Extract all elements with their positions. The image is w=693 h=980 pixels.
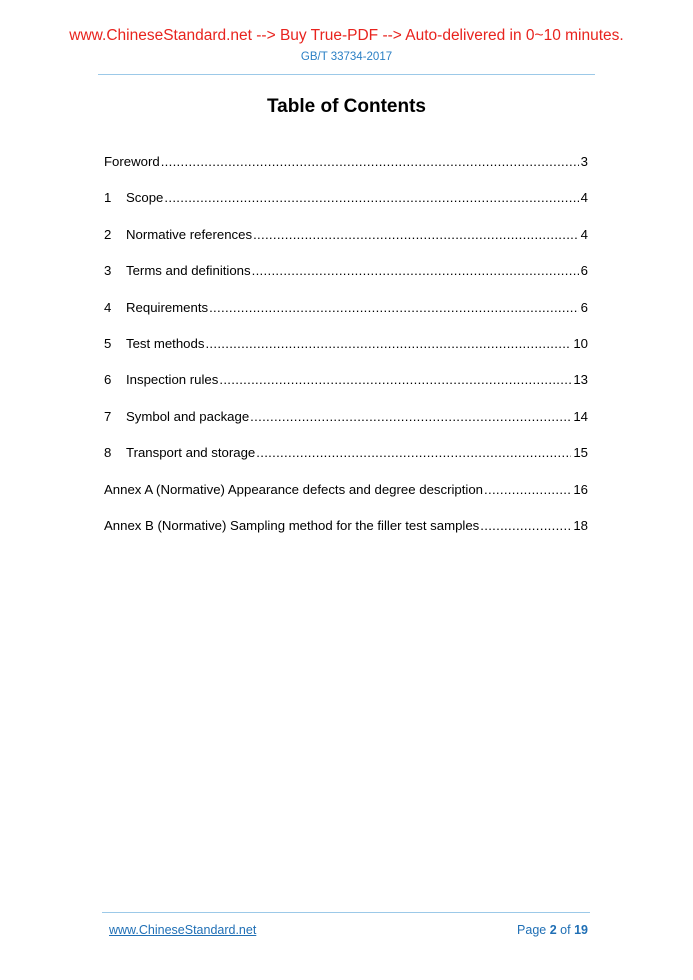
dot-leader [484, 480, 571, 500]
toc-entry-title: Test methods [126, 335, 205, 351]
toc-entry-terms-and-definitions[interactable] [104, 261, 588, 297]
toc-entry-normative-references[interactable] [104, 225, 588, 261]
toc-entry-transport-and-storage[interactable] [104, 443, 588, 479]
page-label: Page [517, 923, 547, 937]
toc-entry-page: 13 [573, 372, 588, 388]
toc-entry-symbol-and-package[interactable] [104, 407, 588, 443]
header-divider [98, 74, 595, 75]
toc-entry-number: 6 [104, 372, 112, 388]
toc-entry-requirements[interactable] [104, 298, 588, 334]
toc-entry-title: Annex A (Normative) Appearance defects and degree description [104, 481, 484, 497]
toc-entry-scope[interactable] [104, 188, 588, 224]
toc-entry-title: Terms and definitions [126, 263, 251, 279]
toc-entry-page: 4 [580, 190, 588, 206]
toc-entry-foreword[interactable] [104, 152, 588, 188]
toc-entry-title: Requirements [126, 299, 209, 315]
toc-entry-page: 16 [573, 481, 588, 497]
toc-entry-title: Scope [126, 190, 164, 206]
toc-entry-page: 6 [580, 263, 588, 279]
toc-entry-number: 7 [104, 408, 112, 424]
total-page-count: 19 [574, 923, 588, 937]
dot-leader [480, 516, 571, 536]
dot-leader [209, 298, 579, 318]
footer-website-link[interactable]: www.ChineseStandard.net [109, 923, 257, 937]
toc-entry-annex-a[interactable] [104, 480, 588, 516]
toc-entry-inspection-rules[interactable] [104, 370, 588, 406]
toc-entry-page: 15 [573, 445, 588, 461]
dot-leader [205, 334, 571, 354]
toc-entry-number: 2 [104, 226, 112, 242]
toc-entry-annex-b[interactable] [104, 516, 588, 552]
toc-entry-page: 14 [573, 408, 588, 424]
toc-entry-title: Inspection rules [126, 372, 219, 388]
dot-leader [219, 370, 571, 390]
toc-entry-title: Foreword [104, 154, 160, 169]
document-code: GB/T 33734-2017 [300, 51, 393, 63]
header-banner[interactable]: www.ChineseStandard.net --> Buy True-PDF --> Auto-delivered in 0~10 minutes. [69, 27, 624, 44]
dot-leader [161, 152, 579, 172]
toc-entry-test-methods[interactable] [104, 334, 588, 370]
dot-leader [250, 407, 571, 427]
toc-entry-title: Transport and storage [126, 445, 256, 461]
dot-leader [256, 443, 571, 463]
toc-entry-number: 4 [104, 299, 112, 315]
dot-leader [253, 225, 579, 245]
toc-entry-number: 1 [104, 190, 112, 206]
toc-entry-title: Symbol and package [126, 408, 250, 424]
toc-entry-page: 4 [580, 226, 588, 242]
toc-entry-page: 18 [573, 517, 588, 533]
dot-leader [164, 188, 578, 208]
dot-leader [252, 261, 579, 281]
toc-entry-number: 3 [104, 263, 112, 279]
toc-entry-title: Annex B (Normative) Sampling method for the filler test samples [104, 517, 480, 533]
footer-divider [102, 912, 590, 913]
toc-entry-number: 5 [104, 335, 112, 351]
current-page-number: 2 [549, 923, 557, 937]
page-title: Table of Contents [266, 96, 427, 117]
toc-entry-page: 3 [580, 154, 588, 169]
toc-entry-page: 10 [573, 335, 588, 351]
page-indicator [517, 923, 588, 937]
toc-entry-number: 8 [104, 445, 112, 461]
toc-entry-title: Normative references [126, 226, 253, 242]
page-of-label: of [560, 923, 571, 937]
table-of-contents [104, 152, 588, 552]
toc-entry-page: 6 [580, 299, 588, 315]
